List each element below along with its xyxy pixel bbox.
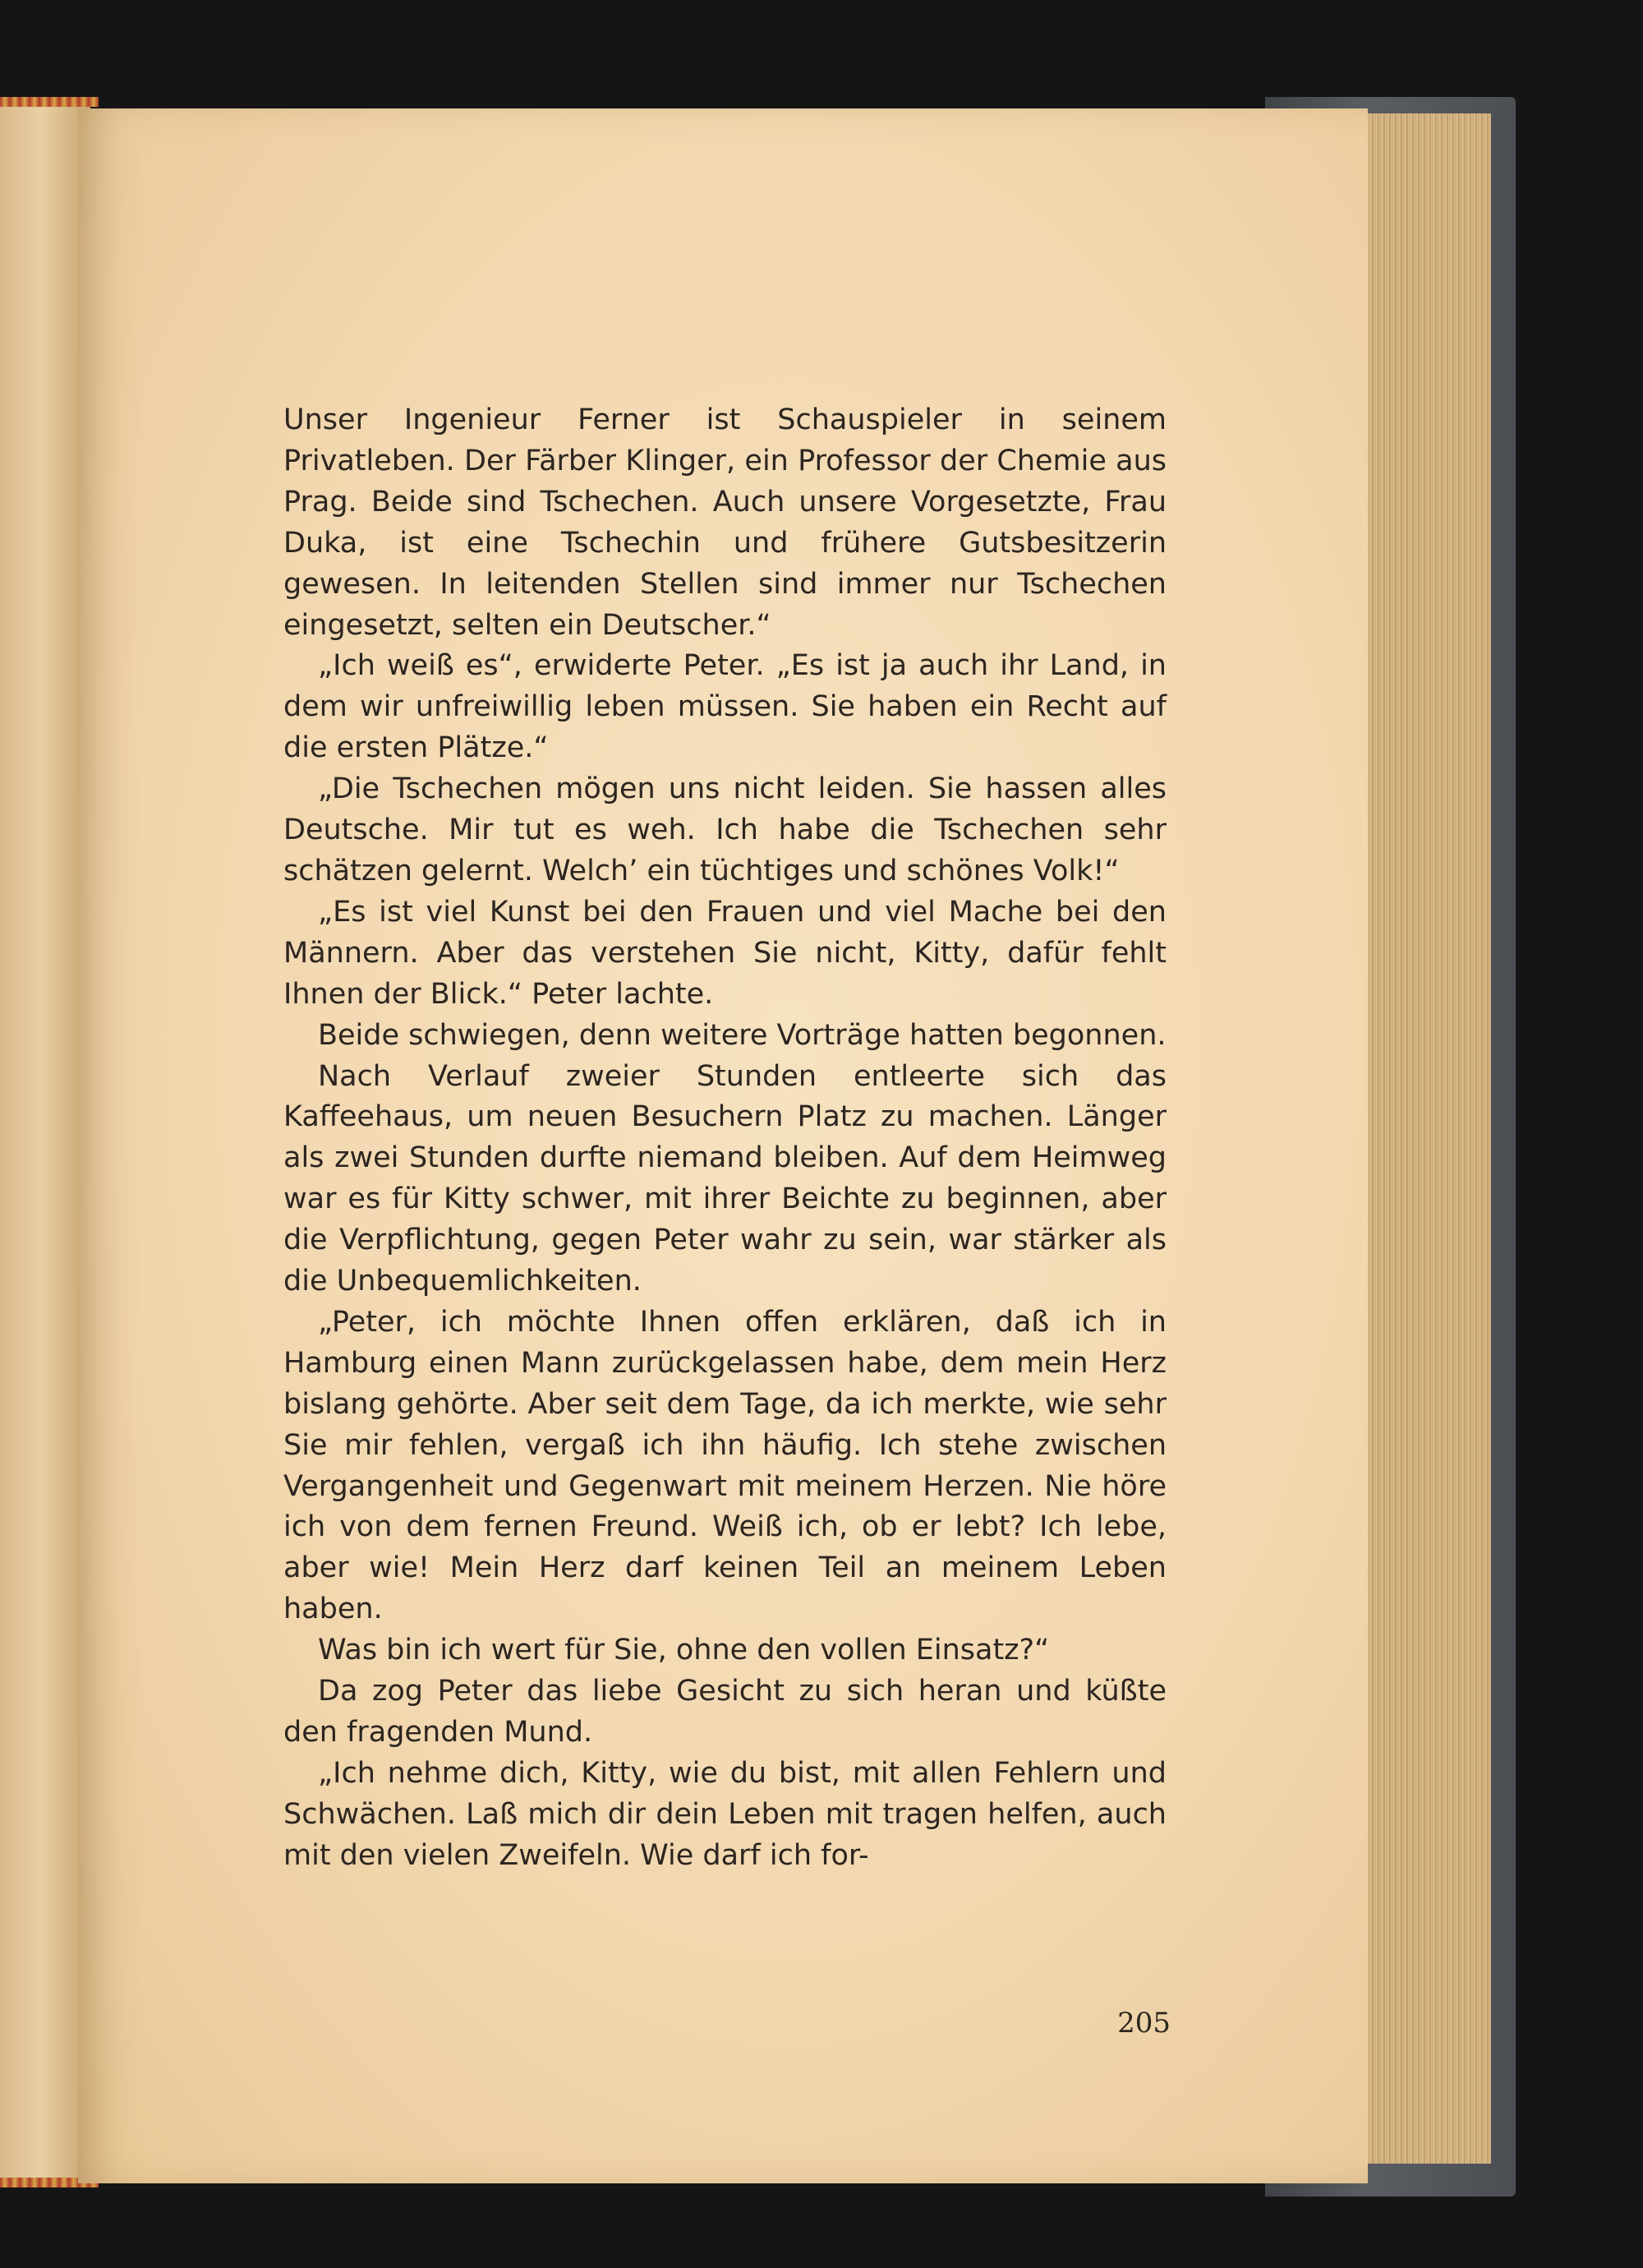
paragraph: „Ich nehme dich, Kitty, wie du bist, mit allen Fehlern und Schwächen. Laß mich dir dein Leben mit tragen helfen, auch mit den vielen Zweifeln. Wie darf ich for- — [283, 1756, 1167, 1872]
paragraph: „Ich weiß es“, erwiderte Peter. „Es ist ja auch ihr Land, in dem wir unfreiwillig leben müssen. Sie haben ein Recht auf die ersten Plätze.“ — [283, 649, 1167, 765]
page-number: 205 — [1117, 2007, 1171, 2040]
book-page — [78, 108, 1368, 2183]
paragraph: Unser Ingenieur Ferner ist Schauspieler in seinem Privatleben. Der Färber Klinger, ein Professor der Chemie aus Prag. Beide sind Tschechen. Auch unsere Vorgesetzte, Frau Duka, ist eine Tschechin und frühere Gutsbesitzerin gewesen. In leitenden Stellen sind immer nur Tschechen eingesetzt, selten ein Deutscher.“ — [283, 403, 1167, 642]
paragraph: Was bin ich wert für Sie, ohne den vollen Einsatz?“ — [318, 1634, 1050, 1667]
facing-page-edge — [0, 103, 90, 2186]
headband-top — [0, 97, 99, 107]
paragraph: „Es ist viel Kunst bei den Frauen und viel Mache bei den Männern. Aber das verstehen Sie nicht, Kitty, dafür fehlt Ihnen der Blick.“ Peter lachte. — [283, 895, 1167, 1011]
paragraph: Da zog Peter das liebe Gesicht zu sich heran und küßte den fragenden Mund. — [283, 1675, 1167, 1749]
paragraph: Nach Verlauf zweier Stunden entleerte sich das Kaffeehaus, um neuen Besuchern Platz zu machen. Länger als zwei Stunden durfte niemand bleiben. Auf dem Heimweg war es für Kitty schwer, mit ihrer Beichte zu beginnen, aber die Verpflichtung, gegen Peter wahr zu sein, war stärker als die Unbequemlichkeiten. — [283, 1059, 1167, 1298]
page-body-text — [283, 400, 1167, 1877]
page-stack-edges — [1351, 113, 1491, 2164]
paragraph: „Peter, ich möchte Ihnen offen erklären, daß ich in Hamburg einen Mann zurückgelassen habe, dem mein Herz bislang gehörte. Aber seit dem Tage, da ich merkte, wie sehr Sie mir fehlen, vergaß ich ihn häufig. Ich stehe zwischen Vergangenheit und Gegenwart mit meinem Herzen. Nie höre ich von dem fernen Freund. Weiß ich, ob er lebt? Ich lebe, aber wie! Mein Herz darf keinen Teil an meinem Leben haben. — [283, 1305, 1167, 1626]
paragraph: Beide schwiegen, denn weitere Vorträge hatten begonnen. — [318, 1018, 1167, 1052]
paragraph: „Die Tschechen mögen uns nicht leiden. Sie hassen alles Deutsche. Mir tut es weh. Ich habe die Tschechen sehr schätzen gelernt. Welch’ ein tüchtiges und schönes Volk!“ — [283, 772, 1167, 887]
